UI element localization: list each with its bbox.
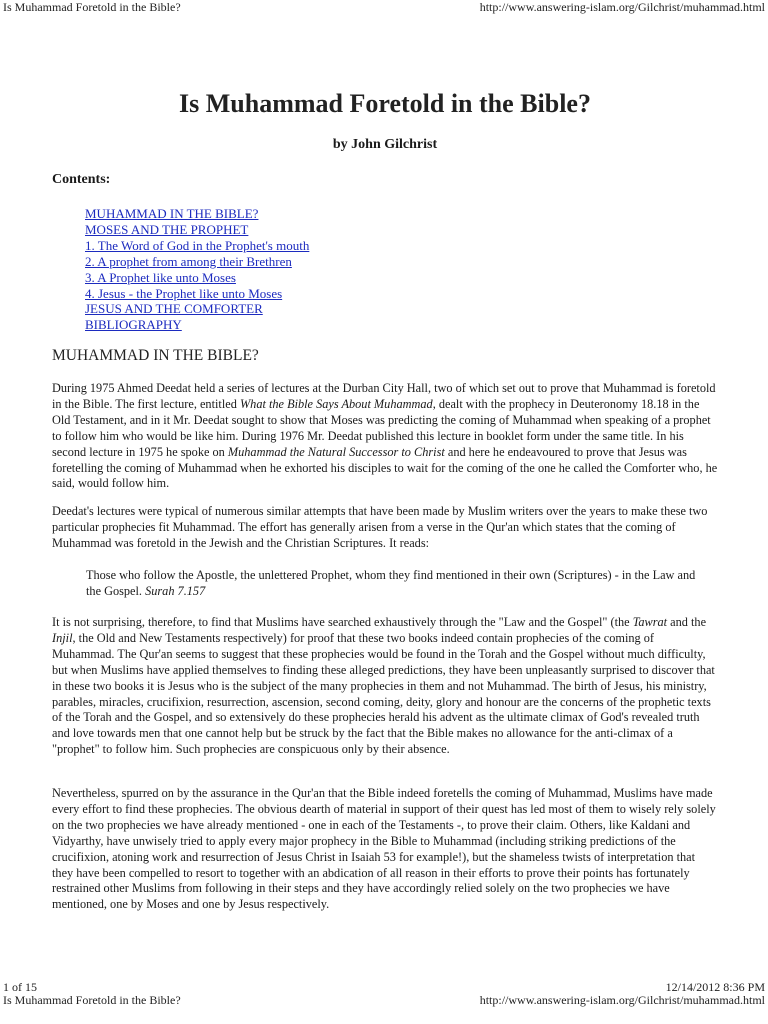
toc-link-moses-and-the-prophet[interactable]: MOSES AND THE PROPHET [85, 221, 249, 237]
page-title: Is Muhammad Foretold in the Bible? [179, 89, 591, 118]
toc-link-muhammad-in-the-bible[interactable]: MUHAMMAD IN THE BIBLE? [85, 206, 259, 221]
toc-link-jesus-prophet-like-moses[interactable]: 4. Jesus - the Prophet like unto Moses [85, 285, 283, 301]
byline: by John Gilchrist [332, 137, 438, 152]
term-injil: Injil [52, 630, 73, 645]
print-footer [3, 980, 765, 994]
toc-item [85, 254, 309, 270]
paragraph-text: , dealt with the prophecy in Deuteronomy 18.18 in the Old Testament, and in it Mr. Deedat sought to show that Moses was predicting the coming of Muhammad when speaking of a prophet to follow him who would be like him. During 1976 Mr. Deedat published this lecture in booklet form under the same title. In his second lecture in 1975 he spoke on [52, 396, 711, 459]
paragraph-text: and here he endeavoured to prove that Jesus was foretelling the coming of Muhammad when he exhorted his disciples to wait for the coming of the one he called the Comforter who, he said, would follow him. [52, 444, 718, 491]
print-header [3, 0, 765, 14]
toc-link-jesus-and-the-comforter[interactable]: JESUS AND THE COMFORTER [85, 301, 263, 317]
paragraph-text: and the [667, 615, 707, 629]
toc-link-bibliography[interactable]: BIBLIOGRAPHY [85, 317, 182, 333]
toc-item [85, 238, 309, 254]
quote-text: Those who follow the Apostle, the unlettered Prophet, whom they find mentioned in their own (Scriptures) - in the Law and the Gospel. [86, 568, 696, 598]
contents-label: Contents: [52, 172, 111, 187]
paragraph-text: It is not surprising, therefore, to find that Muslims have searched exhaustively through the "Law and the Gospel" (the [52, 615, 633, 629]
toc-item [85, 222, 309, 238]
toc-item [85, 286, 309, 302]
table-of-contents [85, 206, 309, 333]
print-header-url: http://www.answering-islam.org/Gilchrist/muhammad.html [479, 993, 765, 1007]
quote-reference: Surah 7.157 [145, 583, 206, 598]
toc-item [85, 206, 309, 222]
paragraph-1 [52, 381, 718, 492]
lecture-title: Muhammad the Natural Successor to Christ [227, 444, 445, 459]
book-title: What the Bible Says About Muhammad [239, 396, 433, 411]
toc-link-prophet-from-brethren[interactable]: 2. A prophet from among their Brethren [85, 253, 292, 269]
paragraph-text: During 1975 Ahmed Deedat held a series of lectures at the Durban City Hall, two of which set out to prove that Muhammad is foretold in the Bible. The first lecture, entitled [52, 381, 716, 411]
paragraph-text: , the Old and New Testaments respectively) for proof that these two books indeed contain prophecies of the coming of Muhammad. The Qur'an seems to suggest that these prophecies would be found in the Torah and the Gospel without much difficulty, but when Muslims have applied themselves to finding these alleged predictions, they have been unpleasantly surprised to discover that in these two books it is Jesus who is the subject of the many prophecies in them and not Muhammad. The birth of Jesus, his ministry, parables, miracles, crucifixion, resurrection, ascension, second coming, deity, glory and honour are the concerns of the prophetic texts of the Torah and the Gospel, and so extensively do these prophecies herald his advent as the ultimate climax of God's revealed truth and love towards men that one cannot help but be struck by the fact that the Bible makes no allowance for the anti-climax of a "prophet" to follow him. Such prophecies are conspicuous only by their absence. [52, 630, 715, 757]
print-header-url: http://www.answering-islam.org/Gilchrist/muhammad.html [479, 0, 765, 14]
print-header-next-page [3, 993, 765, 1007]
toc-item [85, 317, 309, 333]
print-header-title: Is Muhammad Foretold in the Bible? [3, 0, 181, 14]
print-datetime: 12/14/2012 8:36 PM [665, 980, 765, 994]
toc-item [85, 301, 309, 317]
page-count: 1 of 15 [3, 980, 37, 994]
toc-link-prophet-like-moses[interactable]: 3. A Prophet like unto Moses [85, 269, 236, 285]
paragraph-3 [52, 615, 718, 758]
section-heading: MUHAMMAD IN THE BIBLE? [52, 347, 259, 364]
paragraph-2: Deedat's lectures were typical of numerous similar attempts that have been made by Muslim writers over the years to make these two particular prophecies fit Muhammad. The effort has generally arisen from a verse in the Qur'an which states that the coming of Muhammad was foretold in the Jewish and the Christian Scriptures. It reads: [52, 504, 708, 550]
toc-item [85, 270, 309, 286]
paragraph-4: Nevertheless, spurred on by the assurance in the Qur'an that the Bible indeed foretells the coming of Muhammad, Muslims have made every effort to find these prophecies. The obvious dearth of material in support of their quest has led most of them to wisely rely solely on the two prophecies we have already mentioned - one in each of the Testaments -, to prove their claim. Others, like Kaldani and Vidyarthy, have unwisely tried to apply every major prophecy in the Bible to Muhammad (including striking predictions of the crucifixion, atoning work and resurrection of Jesus Christ in Isaiah 53 for example!), but the shameless twists of interpretation that they have been compelled to resort to together with an abdication of all reason in their efforts to prove their points has fortunately restrained other Muslims from following in their steps and they have accordingly relied solely on the two prophecies we have mentioned, one by Moses and one by Jesus respectively. [52, 786, 716, 912]
print-header-title: Is Muhammad Foretold in the Bible? [3, 993, 181, 1007]
toc-link-word-of-god[interactable]: 1. The Word of God in the Prophet's mouth [85, 237, 310, 253]
blockquote [86, 568, 706, 600]
term-tawrat: Tawrat [632, 615, 668, 629]
